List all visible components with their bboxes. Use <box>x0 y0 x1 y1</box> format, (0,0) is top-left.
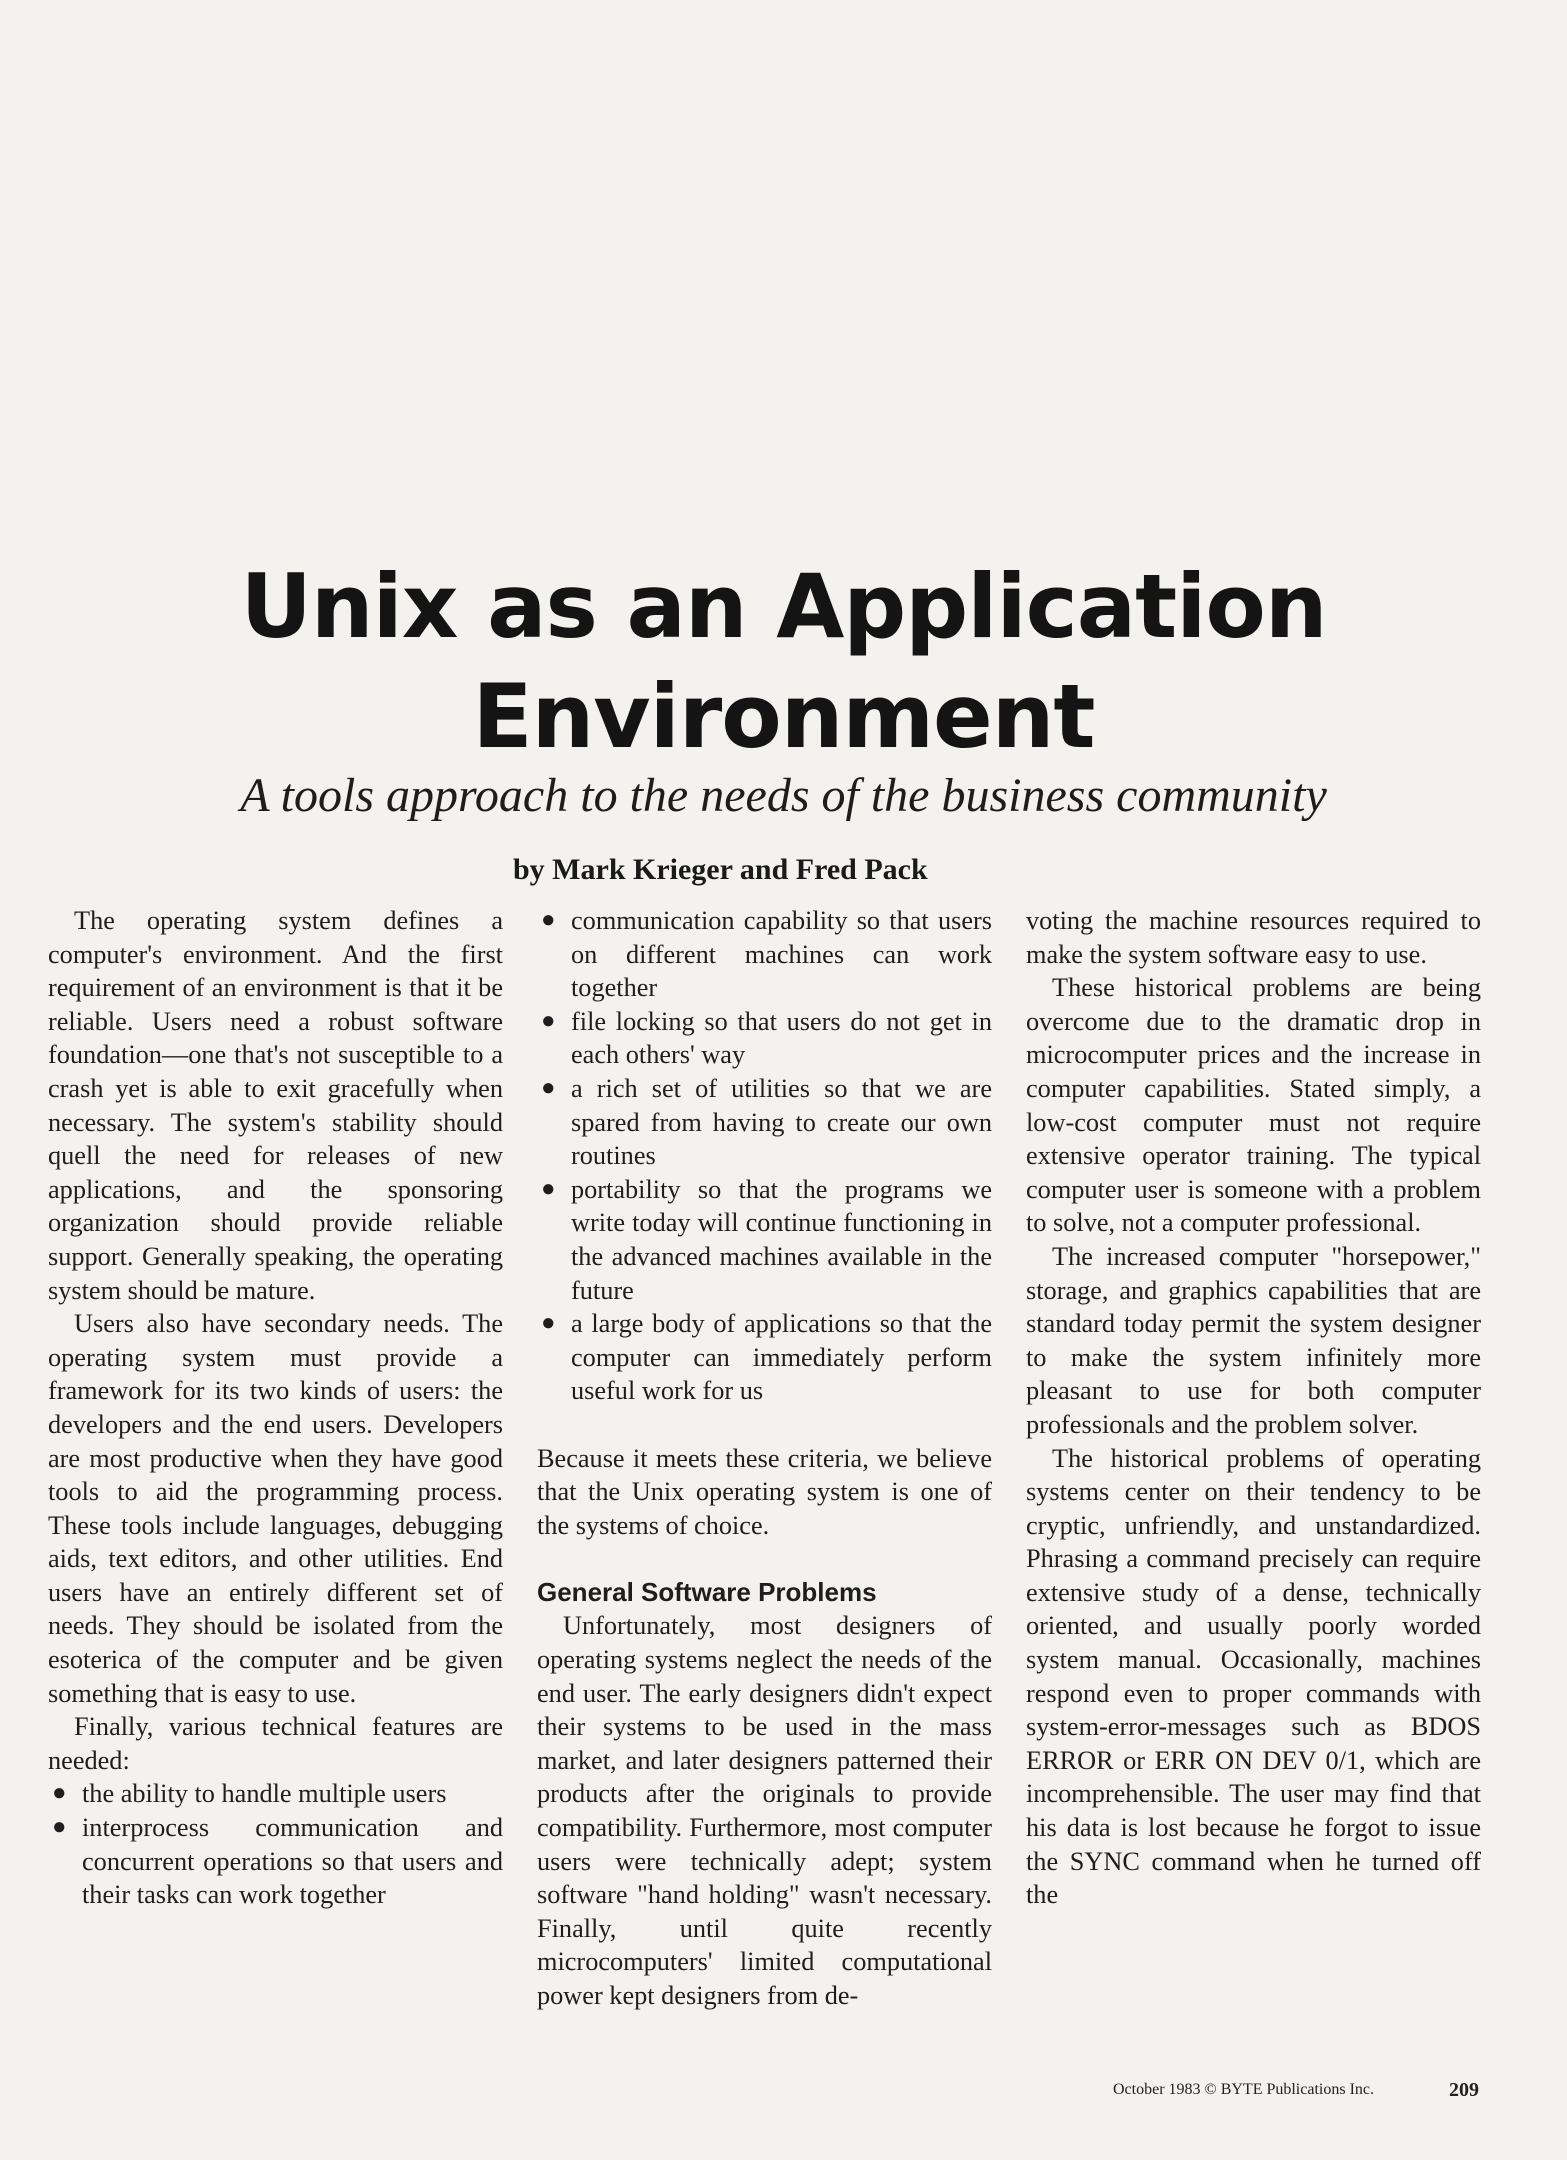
bullet-icon: ● <box>52 1780 67 1807</box>
list-item <box>48 1777 503 1811</box>
text-column-3 <box>1026 904 1481 1912</box>
paragraph: Finally, various technical features are needed: <box>48 1712 503 1775</box>
page-footer <box>1113 2075 1493 2105</box>
page-number: 209 <box>1449 2079 1479 2101</box>
list-item <box>48 1811 503 1912</box>
spacer <box>537 1542 992 1576</box>
byline: by Mark Krieger and Fred Pack <box>513 853 928 886</box>
list-item-text: file locking so that users do not get in each others' way <box>571 1006 992 1070</box>
article-title <box>0 552 1567 772</box>
feature-list <box>537 904 992 1408</box>
list-item <box>537 1307 992 1408</box>
paragraph: Unfortunately, most designers of operating systems neglect the needs of the end user. The early designers didn't expect their systems to be used in the mass market, and later designers patterned their products after the originals to provide compatibility. Furthermore, most computer users were technically adept; system software "hand holding" wasn't necessary. Finally, until quite recently microcomputers' limited computational power kept designers from de- <box>537 1611 992 2010</box>
paragraph: The increased computer "horsepower," storage, and graphics capabilities that are standard today permit the system designer to make the system infinitely more pleasant to use for both computer professionals and the problem solver. <box>1026 1241 1481 1439</box>
paragraph: Because it meets these criteria, we believe that the Unix operating system is one of the systems of choice. <box>537 1443 992 1540</box>
list-item-text: a large body of applications so that the computer can immediately perform useful work for us <box>571 1309 992 1406</box>
paragraph: Users also have secondary needs. The operating system must provide a framework for its two kinds of users: the developers and the end users. Developers are most productive when they have good tools to aid the programming process. These tools include languages, debugging aids, text editors, and other utilities. End users have an entirely different set of needs. They should be isolated from the esoterica of the computer and be given something that is easy to use. <box>48 1309 503 1708</box>
list-item <box>537 1005 992 1072</box>
text-column-2 <box>537 904 992 2013</box>
feature-list <box>48 1777 503 1911</box>
show-through-text <box>60 20 530 540</box>
list-item-text: portability so that the programs we write today will continue functioning in the advanced machines available in the future <box>571 1174 992 1305</box>
paragraph: The historical problems of operating systems center on their tendency to be cryptic, unfriendly, and unstandardized. Phrasing a command precisely can require extensive study of a dense, technically oriented, and usually poorly worded system manual. Occasionally, machines respond even to proper commands with system-error-messages such as BDOS ERROR or ERR ON DEV 0/1, which are incomprehensible. The user may find that his data is lost because he forgot to issue the SYNC command when he turned off the <box>1026 1443 1481 1910</box>
show-through-text <box>560 20 1020 460</box>
bullet-icon: ● <box>541 1310 556 1337</box>
bullet-icon: ● <box>541 1074 556 1101</box>
article-subtitle: A tools approach to the needs of the business community <box>240 769 1327 822</box>
list-item <box>537 1072 992 1173</box>
list-item-text: communication capability so that users on different machines can work together <box>571 906 992 1003</box>
show-through-text <box>1045 60 1495 620</box>
section-heading: General Software Problems <box>537 1576 877 1607</box>
list-item-text: interprocess communication and concurrent operations so that users and their tasks can work together <box>82 1813 503 1910</box>
paragraph: These historical problems are being overcome due to the dramatic drop in microcomputer prices and the increase in computer capabilities. Stated simply, a low-cost computer must not require extensive operator training. The typical computer user is someone with a problem to solve, not a computer professional. <box>1026 973 1481 1238</box>
bullet-icon: ● <box>541 1007 556 1034</box>
publication-credit: October 1983 © BYTE Publications Inc. <box>1113 2081 1374 2098</box>
list-item-text: a rich set of utilities so that we are spared from having to create our own routines <box>571 1073 992 1171</box>
text-column-1 <box>48 904 503 1912</box>
paragraph: voting the machine resources required to make the system software easy to use. <box>1026 906 1481 969</box>
spacer <box>537 1408 992 1442</box>
bullet-icon: ● <box>541 907 556 933</box>
list-item <box>537 1173 992 1307</box>
list-item-text: the ability to handle multiple users <box>82 1779 447 1809</box>
bullet-icon: ● <box>541 1175 556 1202</box>
title-line-2: Environment <box>472 665 1095 768</box>
bullet-icon: ● <box>52 1814 67 1841</box>
title-line-1: Unix as an Application <box>240 555 1327 658</box>
paragraph: The operating system defines a computer's environment. And the first requirement of an environment is that it be reliable. Users need a robust software foundation—one that's not susceptible to a crash yet is able to exit gracefully when necessary. The system's stability should quell the need for releases of new applications, and the sponsoring organization should provide reliable support. Generally speaking, the operating system should be mature. <box>48 906 503 1305</box>
list-item <box>537 904 992 1005</box>
